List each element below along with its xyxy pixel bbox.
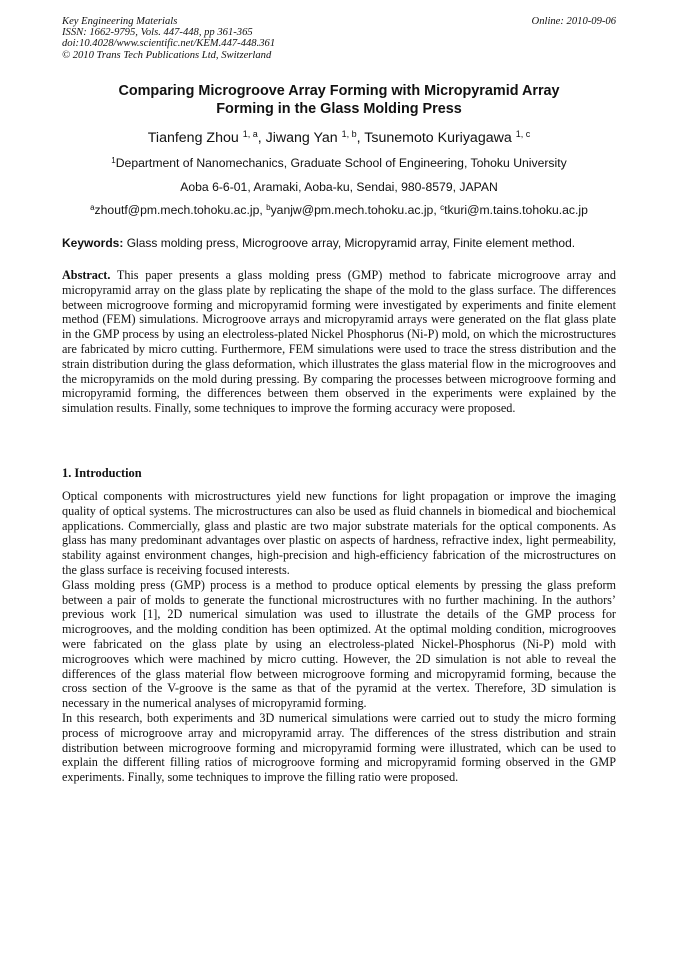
author-emails [62,203,616,217]
author-sup: 1, a [242,129,258,139]
author-list [62,129,616,147]
abstract [62,268,616,416]
author-name: Tsunemoto Kuriyagawa [364,130,512,146]
copyright-line: © 2010 Trans Tech Publications Ltd, Switzerland [62,49,272,61]
doi-line: doi:10.4028/www.scientific.net/KEM.447-448.361 [62,38,276,50]
author-sup: 1, c [515,129,531,139]
author-sep: , [257,130,266,146]
author-name: Tianfeng Zhou [147,130,239,146]
intro-paragraph: Optical components with microstructures yield new functions for light propagation or improve the imaging quality of optical systems. The microstructures can also be used as fluid channels in biomedical and biochemical applications. Commercially, glass and plastic are two major substrate materials for the optical components. As glass has many predominant advantages over plastic on aspects of hardness, refractive index, light permeability, stability against environment changes, high-precision and high-efficiency fabrication of the microstructures on the glass surface is receiving focused interests. [62,489,616,577]
affiliation-line-1 [62,156,616,170]
keywords-label: Keywords: [62,236,124,250]
affiliation-address: Aoba 6-6-01, Aramaki, Aoba-ku, Sendai, 980-8579, JAPAN [180,180,498,194]
email-sup: c [440,203,445,212]
email-address: yanjw@pm.mech.tohoku.ac.jp, [270,203,441,217]
online-date: Online: 2010-09-06 [531,16,616,27]
title-line-1: Comparing Microgroove Array Forming with Micropyramid Array [118,83,560,99]
section-heading-introduction: 1. Introduction [62,466,142,480]
issn-line: ISSN: 1662-9795, Vols. 447-448, pp 361-365 [62,27,253,39]
intro-paragraph: Glass molding press (GMP) process is a method to produce optical elements by pressing the glass preform between a pair of molds to generate the functional microstructures with no further machining. In the authors’ previous work [1], 2D numerical simulation was used to illustrate the details of the GMP process for microgrooves, and the molding condition has been optimized. At the optimal molding condition, microgrooves were fabricated on the glass plate by using an electroless-plated Nickel-Phosphorus (Ni-P) mold with microgrooves which were machined by micro cutting. However, the 2D simulation is not able to reveal the differences of the glass material flow between microgroove forming and micropyramid forming, because the cross section of the V-groove is the same as that of the pyramid at the vertex. Therefore, 3D simulation is necessary in the numerical analyses of micropyramid forming. [62,577,616,711]
paper-title [62,82,616,118]
journal-header [62,16,482,61]
title-line-2: Forming in the Glass Molding Press [216,101,462,117]
email-sup: a [90,203,95,212]
intro-paragraph: In this research, both experiments and 3D numerical simulations were carried out to study the micro forming process of microgroove array and micropyramid array. The differences of the stress distribution and strain distribution between microgroove forming and micropyramid forming were illustrated, which can be used to explain the different filling ratios of microgroove forming and micropyramid forming observed in the GMP experiments. Finally, some techniques to improve the filling ratio were proposed. [62,710,616,785]
keywords-text: Glass molding press, Microgroove array, Micropyramid array, Finite element method. [123,236,576,250]
email-sup: b [266,203,271,212]
email-address: zhoutf@pm.mech.tohoku.ac.jp, [94,203,267,217]
author-sep: , [356,130,365,146]
abstract-label: Abstract. [62,268,111,282]
journal-name: Key Engineering Materials [62,16,178,27]
abstract-text: This paper presents a glass molding press (GMP) method to fabricate microgroove array and micropyramid array on the glass plate by replicating the shape of the mold to the glass surface. The differences between microgroove forming and micropyramid forming were investigated by experiments and finite element method (FEM) simulations. Microgroove arrays and micropyramid arrays were generated on the flat glass plate in the GMP process by using an electroless-plated Nickel Phosphorus (Ni-P) mold, on which the microstructures are fabricated by micro cutting. Furthermore, FEM simulations were used to trace the stress distribution and the strain distribution during the glass deformation, which illustrates the glass material flow in the microgrooves and the micropyramids on the mold during pressing. By comparing the processes between microgroove forming and micropyramid forming, the differences between them observed in the experiments were explained by the simulation results. Finally, some techniques to improve the forming accuracy were proposed. [62,268,616,416]
keywords [62,236,616,250]
author-name: Jiwang Yan [265,130,338,146]
affiliation-department: Department of Nanomechanics, Graduate School of Engineering, Tohoku University [115,156,567,170]
author-sup: 1, b [341,129,357,139]
affiliation-sup: 1 [111,156,116,165]
email-address: tkuri@m.tains.tohoku.ac.jp [444,203,588,217]
introduction-body [62,489,616,785]
